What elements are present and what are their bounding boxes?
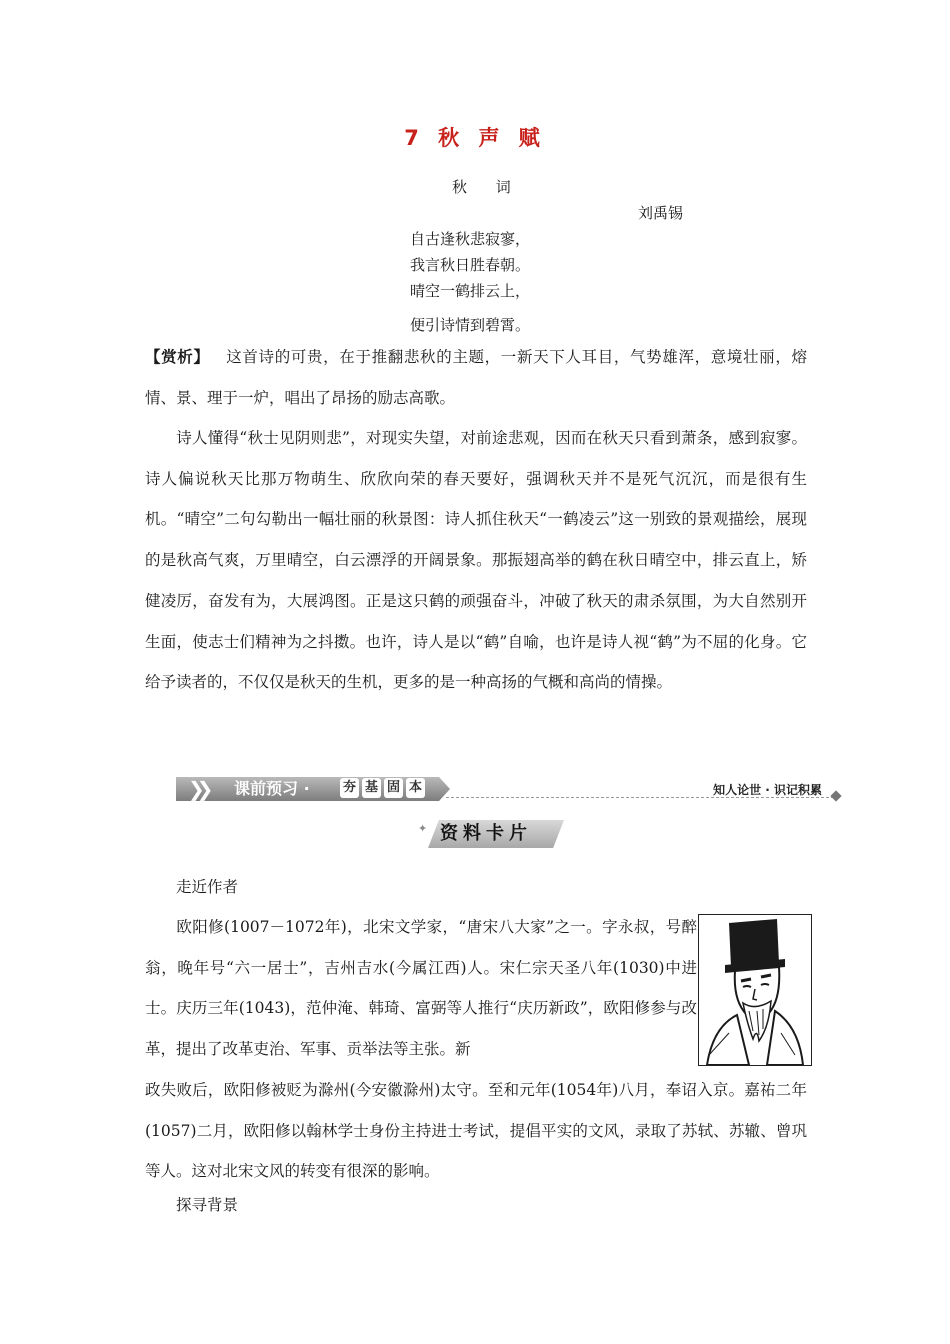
- background-heading: 探寻背景: [176, 1196, 239, 1214]
- section-header-bar: [176, 775, 840, 805]
- appreciation-text-2: 诗人懂得“秋士见阴则悲”，对现实失望，对前途悲观，因而在秋天只看到萧条，感到寂寥。诗人偏说秋天比那万物萌生、欣欣向荣的春天要好，强调秋天并不是死气沉沉，而是很有生机。“晴空”二句勾勒出一幅壮丽的秋景图：诗人抓住秋天“一鹤凌云”这一别致的景观描绘，展现的是秋高气爽，万里晴空，白云漂浮的开阔景象。那振翅高举的鹤在秋日晴空中，排云直上，矫健凌厉，奋发有为，大展鸿图。正是这只鹤的顽强奋斗，冲破了秋天的肃杀氛围，为大自然别开生面，使志士们精神为之抖擞。也许，诗人是以“鹤”自喻，也许是诗人视“鹤”为不屈的化身。它给予读者的，不仅仅是秋天的生机，更多的是一种高扬的气概和高尚的情操。: [145, 429, 807, 692]
- author-paragraph-part-2: 政失败后，欧阳修被贬为滁州(今安徽滁州)太守。至和元年(1054年)八月，奉诏入京。嘉祐二年(1057)二月，欧阳修以翰林学士身份主持进士考试，提倡平实的文风，录取了苏轼、苏辙、曾巩等人。这对北宋文风的转变有很深的影响。: [145, 1081, 807, 1181]
- appreciation-paragraph-1: [145, 337, 807, 418]
- section-bar-tags: [340, 778, 425, 798]
- sparkle-icon: ✦: [418, 822, 428, 835]
- card-label-text: 资料卡片: [440, 823, 532, 844]
- page-title: 7 秋 声 赋: [404, 126, 546, 150]
- poem-line: 便引诗情到碧霄。: [410, 316, 531, 334]
- author-heading: 走近作者: [176, 878, 239, 896]
- section-bar-char: 本: [406, 778, 425, 798]
- section-bar-char: 固: [384, 778, 403, 798]
- card-label: [418, 820, 564, 848]
- poem-author: 刘禹锡: [638, 204, 684, 222]
- diamond-icon: [830, 790, 841, 801]
- poem-line: 晴空一鹤排云上，: [410, 282, 531, 300]
- section-bar-right-label: 知人论世 · 识记积累: [713, 783, 822, 797]
- appreciation-text-1: 这首诗的可贵，在于推翻悲秋的主题，一新天下人耳目，气势雄浑，意境壮丽，熔情、景、理于一炉，唱出了昂扬的励志高歌。: [145, 348, 807, 407]
- section-bar-title: 课前预习 ·: [234, 779, 310, 798]
- portrait-illustration-icon: [699, 915, 811, 1065]
- poem-title: 秋 词: [452, 178, 523, 196]
- section-bar-char: 基: [362, 778, 381, 798]
- appreciation-paragraph-2: [145, 418, 807, 703]
- section-bar-char: 夯: [340, 778, 359, 798]
- author-portrait: [698, 914, 812, 1066]
- appreciation-label: 【赏析】: [145, 347, 210, 366]
- poem-line: 自古逢秋悲寂寥，: [410, 230, 531, 248]
- author-paragraph-part-1: 欧阳修(1007－1072年)，北宋文学家，“唐宋八大家”之一。字永叔，号醉翁，晚年号“六一居士”，吉州吉水(今属江西)人。宋仁宗天圣八年(1030)中进士。庆历三年(1043)，范仲淹、韩琦、富弼等人推行“庆历新政”，欧阳修参与改革，提出了改革吏治、军事、贡举法等主张。新: [145, 918, 697, 1059]
- double-chevron-icon: ❯❯: [188, 777, 206, 801]
- poem-line: 我言秋日胜春朝。: [410, 256, 531, 274]
